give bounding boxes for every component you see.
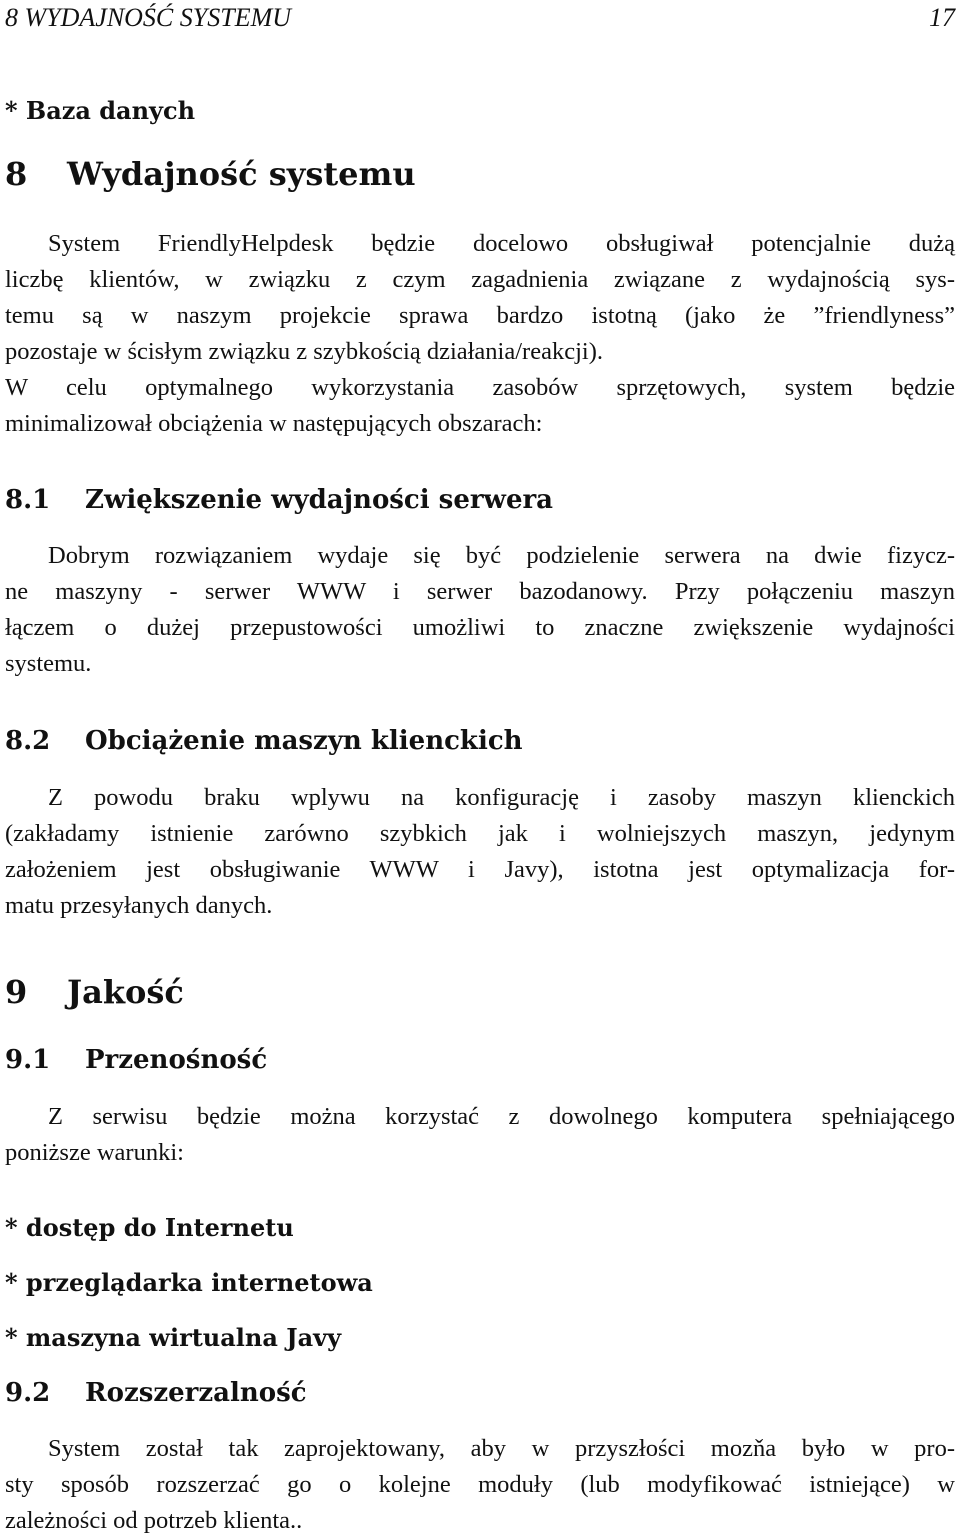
paragraph-line: zależności od potrzeb klienta.. — [5, 1507, 303, 1534]
paragraph-line: liczbę klientów, w związku z czym zagadnienia związane z wydajnością sys- — [5, 266, 955, 293]
subsection-number: 8.1 — [5, 485, 51, 515]
subsection-title: Zwiększenie wydajności serwera — [85, 485, 554, 515]
paragraph-line: pozostaje w ścisłym związku z szybkością działania/reakcji). — [5, 338, 603, 365]
page-number: 17 — [929, 3, 955, 32]
paragraph-line: sty sposób rozszerzać go o kolejne moduły (lub modyfikować istniejące) w — [5, 1471, 955, 1498]
paragraph-line: temu są w naszym projekcie sprawa bardzo istotną (jako że ”friendlyness” — [5, 302, 955, 329]
paragraph-line: Z powodu braku wplywu na konfigurację i zasoby maszyn klienckich — [48, 784, 955, 811]
paragraph-line: System został tak zaprojektowany, aby w przyszłości mozňa było w pro- — [48, 1435, 955, 1462]
subsection-number: 8.2 — [5, 726, 51, 756]
paragraph-line: poniższe warunki: — [5, 1139, 184, 1166]
running-header — [5, 0, 955, 36]
paragraph-line: łączem o dużej przepustowości umożliwi to znaczne zwiększenie wydajności — [5, 614, 955, 641]
section-number: 9 — [5, 973, 28, 1011]
paragraph-client-load — [5, 780, 955, 924]
paragraph-intro — [5, 226, 955, 370]
paragraph-server-performance — [5, 538, 955, 682]
subsection-title: Przenośność — [85, 1045, 268, 1075]
subsection-heading-8-1 — [5, 482, 553, 518]
section-title: Wydajność systemu — [67, 155, 416, 193]
requirement-item: * przeglądarka internetowa — [5, 1268, 373, 1297]
subsection-number: 9.2 — [5, 1378, 51, 1408]
paragraph-line: założeniem jest obsługiwanie WWW i Javy), istotna jest optymalizacja for- — [5, 856, 955, 883]
section-title: Jakość — [67, 973, 184, 1011]
paragraph-line: Dobrym rozwiązaniem wydaje się być podzielenie serwera na dwie fizycz- — [48, 542, 955, 569]
bullet-item-database: * Baza danych — [5, 96, 196, 125]
section-heading-9 — [5, 970, 184, 1014]
running-header-title: 8 WYDAJNOŚĆ SYSTEMU — [5, 3, 292, 32]
paragraph-line: W celu optymalnego wykorzystania zasobów sprzętowych, system będzie — [5, 374, 955, 401]
paragraph-line: (zakładamy istnienie zarówno szybkich jak i wolniejszych maszyn, jedynym — [5, 820, 955, 847]
subsection-heading-8-2 — [5, 723, 523, 759]
requirement-item: * dostęp do Internetu — [5, 1213, 294, 1242]
subsection-title: Obciążenie maszyn klienckich — [85, 726, 523, 756]
paragraph-line: ne maszyny - serwer WWW i serwer bazodanowy. Przy połączeniu maszyn — [5, 578, 955, 605]
paragraph-line: minimalizował obciążenia w następujących obszarach: — [5, 410, 543, 437]
section-heading-8 — [5, 152, 416, 196]
paragraph-portability — [5, 1099, 955, 1171]
requirement-item: * maszyna wirtualna Javy — [5, 1323, 342, 1352]
paragraph-line: systemu. — [5, 650, 92, 677]
paragraph-extensibility — [5, 1431, 955, 1539]
paragraph-line: matu przesyłanych danych. — [5, 892, 273, 919]
paragraph-line: Z serwisu będzie można korzystać z dowolnego komputera spełniającego — [48, 1103, 955, 1130]
subsection-title: Rozszerzalność — [85, 1378, 307, 1408]
section-number: 8 — [5, 155, 28, 193]
subsection-heading-9-1 — [5, 1042, 267, 1078]
subsection-heading-9-2 — [5, 1375, 307, 1411]
subsection-number: 9.1 — [5, 1045, 51, 1075]
paragraph-optimization — [5, 370, 955, 442]
paragraph-line: System FriendlyHelpdesk będzie docelowo obsługiwał potencjalnie dużą — [48, 230, 955, 257]
